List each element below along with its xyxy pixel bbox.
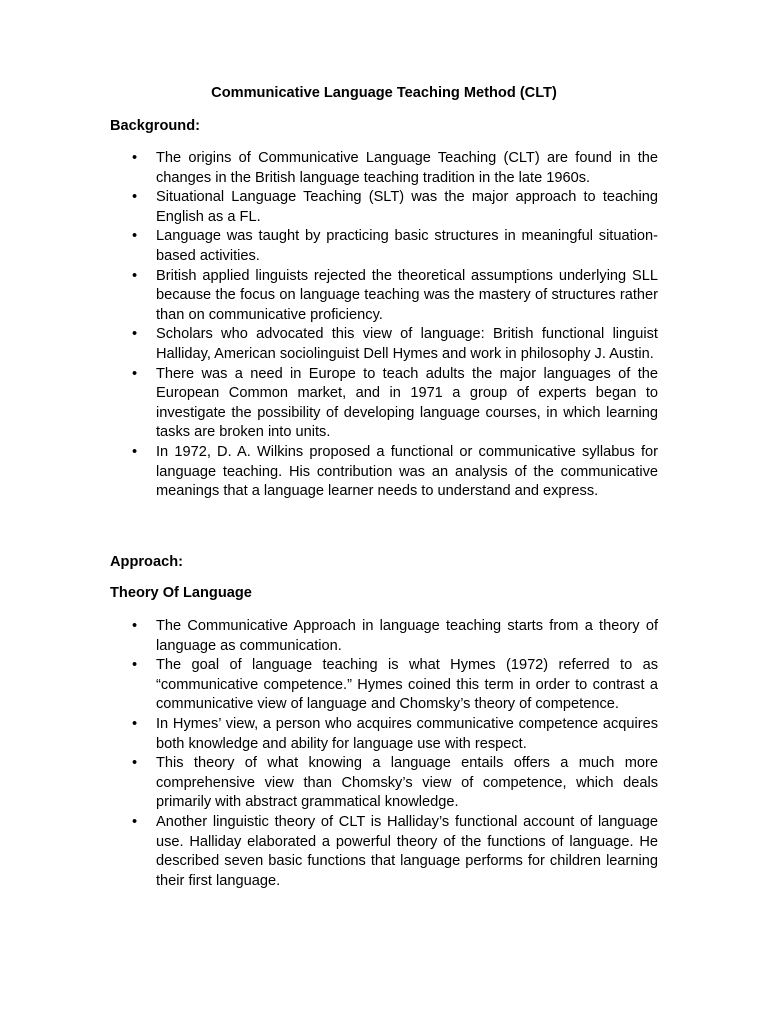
list-item: • Language was taught by practicing basic structures in meaningful situation-based activities. <box>110 227 658 266</box>
list-item: • There was a need in Europe to teach adults the major languages of the European Common market, and in 1971 a group of experts began to investigate the possibility of developing language courses, in which learning tasks are broken into units. <box>110 365 658 443</box>
document-title: Communicative Language Teaching Method (CLT) <box>211 85 557 101</box>
background-list <box>110 149 658 502</box>
list-item: • Situational Language Teaching (SLT) was the major approach to teaching English as a FL. <box>110 188 658 227</box>
theory-list <box>110 617 658 891</box>
list-item: • The Communicative Approach in language teaching starts from a theory of language as communication. <box>110 617 658 656</box>
list-item: • Another linguistic theory of CLT is Halliday’s functional account of language use. Halliday elaborated a powerful theory of the functions of language. He described seven basic functions that language performs for children learning their first language. <box>110 813 658 891</box>
list-item: • The origins of Communicative Language Teaching (CLT) are found in the changes in the British language teaching tradition in the late 1960s. <box>110 149 658 188</box>
list-item: • Scholars who advocated this view of language: British functional linguist Halliday, American sociolinguist Dell Hymes and work in philosophy J. Austin. <box>110 325 658 364</box>
approach-heading: Approach: <box>110 554 183 570</box>
background-heading: Background: <box>110 118 200 134</box>
list-item: • The goal of language teaching is what Hymes (1972) referred to as “communicative competence.” Hymes coined this term in order to contrast a communicative view of language and Chomsky’s theory of competence. <box>110 656 658 715</box>
theory-of-language-heading: Theory Of Language <box>110 585 252 601</box>
list-item: • British applied linguists rejected the theoretical assumptions underlying SLL because the focus on language teaching was the mastery of structures rather than on communicative proficiency. <box>110 267 658 326</box>
list-item: • This theory of what knowing a language entails offers a much more comprehensive view than Chomsky’s view of competence, which deals primarily with abstract grammatical knowledge. <box>110 754 658 813</box>
list-item: • In 1972, D. A. Wilkins proposed a functional or communicative syllabus for language teaching. His contribution was an analysis of the communicative meanings that a language learner needs to understand and express. <box>110 443 658 502</box>
list-item: • In Hymes’ view, a person who acquires communicative competence acquires both knowledge and ability for language use with respect. <box>110 715 658 754</box>
